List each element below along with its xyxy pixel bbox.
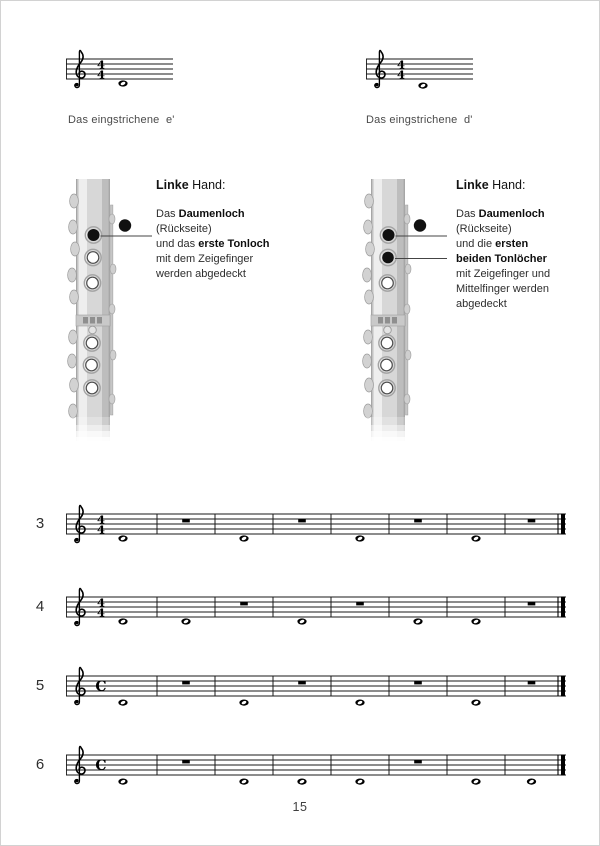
staff-lines	[366, 59, 473, 79]
exercise-number-4: 4	[35, 598, 45, 615]
staff-lines	[66, 755, 566, 775]
side-key	[363, 268, 372, 282]
side-key	[364, 404, 373, 418]
whole-rest	[182, 760, 190, 763]
text-line: mit dem Zeigefinger	[156, 253, 254, 265]
time-signature-common: C	[95, 678, 107, 695]
side-key	[364, 220, 373, 234]
tone-hole-6-open	[86, 382, 98, 394]
whole-note	[471, 700, 480, 706]
side-key	[69, 220, 78, 234]
side-key	[70, 378, 79, 392]
svg-text:4: 4	[96, 605, 106, 620]
whole-rest	[182, 519, 190, 522]
text-line: Mittelfinger werden	[456, 283, 549, 295]
whole-note	[118, 700, 127, 706]
tone-hole-4-open	[86, 337, 98, 349]
whole-note	[239, 535, 248, 541]
thumb-hole-closed	[119, 219, 131, 231]
side-key	[365, 378, 374, 392]
tone-hole-3-open	[87, 277, 99, 289]
staff-lines	[66, 514, 566, 534]
side-key	[70, 290, 79, 304]
whole-note	[471, 618, 480, 624]
text-line: Das Daumenloch	[456, 208, 545, 220]
svg-text:4: 4	[396, 67, 406, 82]
whole-note	[418, 83, 427, 89]
side-key	[69, 404, 78, 418]
whole-rest	[528, 602, 536, 605]
staff-exercise-4	[66, 579, 571, 640]
svg-text:4: 4	[96, 595, 106, 610]
side-key	[364, 330, 373, 344]
svg-text:4: 4	[396, 57, 406, 72]
whole-rest	[528, 681, 536, 684]
text-line: abgedeckt	[456, 298, 507, 310]
side-key	[70, 194, 79, 208]
side-key	[365, 290, 374, 304]
staff-lines	[66, 676, 566, 696]
svg-text:4: 4	[96, 67, 106, 82]
svg-text:4: 4	[96, 57, 106, 72]
whole-rest	[356, 602, 364, 605]
exercise-number-3: 3	[35, 515, 45, 532]
example-label-d: Das eingstrichene d'	[366, 114, 473, 126]
tone-hole-2-closed	[382, 252, 394, 264]
svg-text:4: 4	[96, 512, 106, 527]
side-key	[71, 242, 80, 256]
whole-note	[413, 618, 422, 624]
svg-text:4: 4	[96, 522, 106, 537]
tone-hole-6-open	[381, 382, 393, 394]
clarinet-diagram-left	[64, 179, 164, 452]
whole-rest	[240, 602, 248, 605]
whole-rest	[298, 519, 306, 522]
tone-hole-1-closed	[383, 229, 395, 241]
whole-note	[118, 779, 127, 785]
fingering-heading: Linke Hand:	[456, 178, 526, 192]
whole-note	[297, 618, 306, 624]
staff-exercise-3	[66, 496, 571, 557]
staff-lines	[66, 59, 173, 79]
fingering-text-right	[456, 178, 596, 312]
side-key	[69, 330, 78, 344]
whole-note	[118, 618, 127, 624]
page-number: 15	[292, 800, 308, 814]
tone-hole-3-open	[382, 277, 394, 289]
clarinet-diagram-right	[359, 179, 459, 452]
side-key	[365, 194, 374, 208]
text-line: mit Zeigefinger und	[456, 268, 551, 280]
whole-rest	[414, 760, 422, 763]
whole-note	[527, 779, 536, 785]
fingering-heading: Linke Hand:	[156, 178, 226, 192]
fingering-body	[156, 207, 290, 282]
whole-rest	[528, 519, 536, 522]
whole-note	[181, 618, 190, 624]
tone-hole-1-closed	[88, 229, 100, 241]
time-signature	[97, 57, 105, 81]
staff-exercise-6	[66, 737, 571, 798]
whole-note	[239, 700, 248, 706]
side-key	[366, 242, 375, 256]
whole-rest	[298, 681, 306, 684]
example-label-e: Das eingstrichene e'	[68, 114, 175, 126]
staff-example-e	[66, 41, 181, 106]
whole-note	[118, 535, 127, 541]
text-line: werden abgedeckt	[156, 268, 246, 280]
whole-note	[355, 779, 364, 785]
time-signature	[397, 57, 405, 81]
exercise-number-5: 5	[35, 677, 45, 694]
whole-rest	[414, 681, 422, 684]
clarinet-body	[68, 179, 116, 441]
text-line: und die ersten	[456, 238, 529, 250]
exercise-number-6: 6	[35, 756, 45, 773]
whole-rest	[414, 519, 422, 522]
time-signature-common: C	[95, 757, 107, 774]
side-key	[68, 268, 77, 282]
staff-lines	[66, 597, 566, 617]
tone-hole-5-open	[381, 359, 393, 371]
clarinet-body	[363, 179, 411, 441]
tone-hole-4-open	[381, 337, 393, 349]
side-key	[363, 354, 372, 368]
tone-hole-2-open	[87, 252, 99, 264]
whole-note	[239, 779, 248, 785]
fingering-body	[456, 207, 596, 312]
whole-note	[355, 535, 364, 541]
text-line: (Rückseite)	[456, 223, 512, 235]
text-line: und das erste Tonloch	[156, 238, 270, 250]
text-line: beiden Tonlöcher	[456, 253, 547, 265]
time-signature	[97, 595, 105, 619]
side-key	[68, 354, 77, 368]
text-line: Das Daumenloch	[156, 208, 245, 220]
whole-note	[471, 779, 480, 785]
whole-rest	[182, 681, 190, 684]
fingering-text-left	[156, 178, 290, 282]
whole-note	[297, 779, 306, 785]
staff-example-d	[366, 41, 481, 106]
whole-note	[355, 700, 364, 706]
tone-hole-5-open	[86, 359, 98, 371]
staff-exercise-5	[66, 658, 571, 719]
time-signature	[97, 512, 105, 536]
whole-note	[118, 80, 127, 86]
whole-note	[471, 535, 480, 541]
text-line: (Rückseite)	[156, 223, 212, 235]
thumb-hole-closed	[414, 219, 426, 231]
